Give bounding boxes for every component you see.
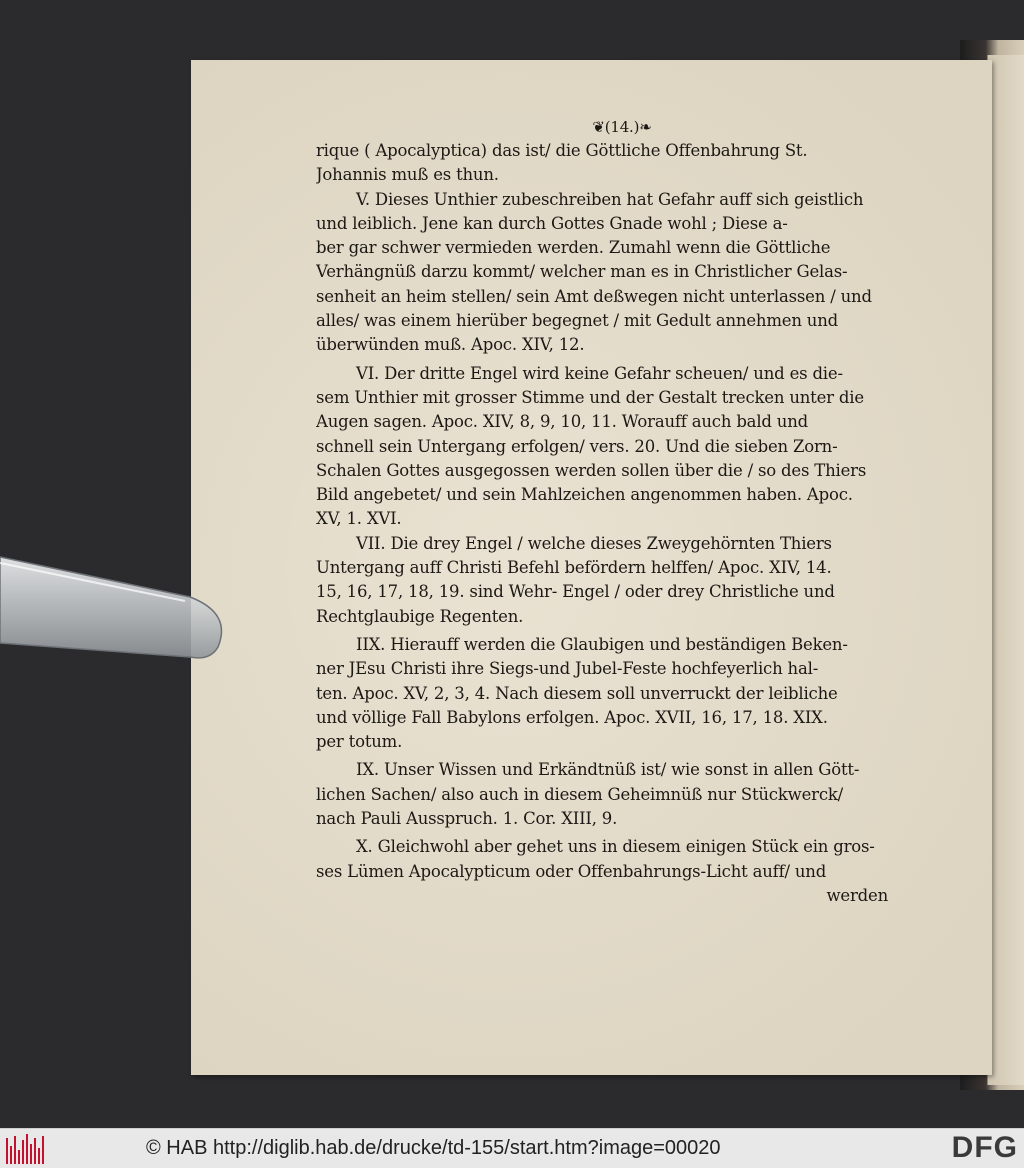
text-line: ber gar schwer vermieden werden. Zumahl wenn die Göttliche — [316, 238, 831, 258]
text-line: IX. Unser Wissen und Erkändtnüß ist/ wie sonst in allen Gött- — [356, 760, 860, 780]
text-line: ten. Apoc. XV, 2, 3, 4. Nach diesem soll unverruckt der leibliche — [316, 683, 838, 703]
text-line: Bild angebetet/ und sein Mahlzeichen angenommen haben. Apoc. — [316, 485, 853, 505]
footer-bar — [0, 1128, 1024, 1168]
text-line: VII. Die drey Engel / welche dieses Zweygehörnten Thiers — [356, 533, 832, 553]
text-line: Augen sagen. Apoc. XIV, 8, 9, 10, 11. Worauff auch bald und — [316, 412, 809, 432]
text-line: Rechtglaubige Regenten. — [316, 606, 524, 626]
text-line: IIX. Hierauff werden die Glaubigen und beständigen Beken- — [356, 634, 848, 654]
text-line: ner JEsu Christi ihre Siegs-und Jubel-Feste hochfeyerlich hal- — [316, 659, 819, 679]
text-line: schnell sein Untergang erfolgen/ vers. 20. Und die sieben Zorn- — [316, 436, 838, 456]
catchword: werden — [826, 885, 888, 905]
text-line: Schalen Gottes ausgegossen werden sollen über die / so des Thiers — [316, 460, 867, 480]
text-line: überwünden muß. Apoc. XIV, 12. — [316, 335, 585, 355]
text-line: V. Dieses Unthier zubeschreiben hat Gefahr auff sich geistlich — [356, 189, 864, 209]
text-line: und völlige Fall Babylons erfolgen. Apoc. XVII, 16, 17, 18. XIX. — [316, 707, 828, 727]
text-line: Untergang auff Christi Befehl befördern helffen/ Apoc. XIV, 14. — [316, 558, 832, 578]
text-line: alles/ was einem hierüber begegnet / mit Gedult annehmen und — [316, 311, 839, 331]
text-line: lichen Sachen/ also auch in diesem Geheimnüß nur Stückwerck/ — [316, 784, 844, 804]
text-line: 15, 16, 17, 18, 19. sind Wehr- Engel / oder drey Christliche und — [316, 582, 835, 602]
text-line: nach Pauli Ausspruch. 1. Cor. XIII, 9. — [316, 809, 618, 829]
text-line: XV, 1. XVI. — [316, 509, 402, 529]
adjacent-page-edge — [987, 55, 1024, 1085]
page-number: ❦(14.)❧ — [592, 118, 652, 136]
text-line: VI. Der dritte Engel wird keine Gefahr scheuen/ und es die- — [356, 363, 843, 383]
hab-logo-icon — [6, 1134, 46, 1164]
text-line: ses Lümen Apocalypticum oder Offenbahrungs-Licht auff/ und — [316, 861, 827, 881]
text-line: per totum. — [316, 732, 403, 752]
text-line: Verhängnüß darzu kommt/ welcher man es in Christlicher Gelas- — [316, 262, 848, 282]
text-line: sem Unthier mit grosser Stimme und der Gestalt trecken unter die — [316, 387, 864, 407]
text-line: Johannis muß es thun. — [316, 165, 499, 185]
text-line: senheit an heim stellen/ sein Amt deßwegen nicht unterlassen / und — [316, 286, 872, 306]
dfg-logo: DFG — [951, 1131, 1018, 1164]
text-line: und leiblich. Jene kan durch Gottes Gnade wohl ; Diese a- — [316, 213, 788, 233]
citation-text: © HAB http://diglib.hab.de/drucke/td-155/start.htm?image=00020 — [146, 1137, 721, 1159]
text-line: rique ( Apocalyptica) das ist/ die Göttliche Offenbahrung St. — [316, 141, 808, 160]
page-text — [316, 115, 888, 908]
text-line: X. Gleichwohl aber gehet uns in diesem einigen Stück ein gros- — [356, 837, 875, 857]
